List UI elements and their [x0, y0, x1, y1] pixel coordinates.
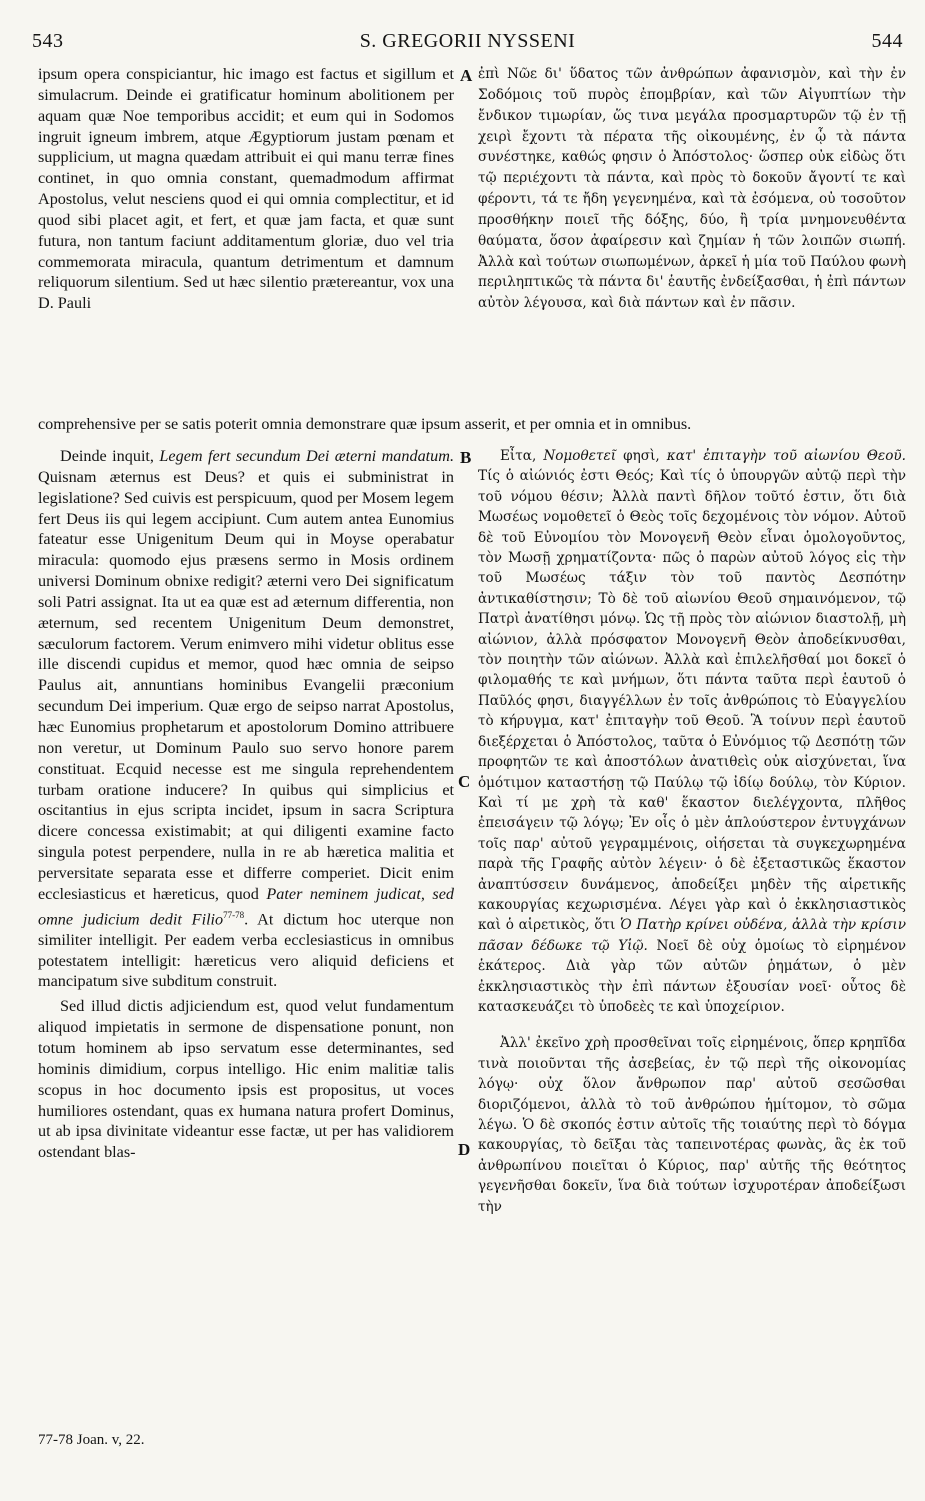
latin-p2-quote-2: Pater neminem judicat, sed omne judicium dedit Filio [38, 884, 455, 928]
latin-paragraph-1-continued: comprehensive per se satis poterit omnia demonstrare quæ ipsum asserit, et per omnia et in omnibus. [38, 415, 692, 434]
greek-p2-quote-1: Νομοθετεῖ [543, 448, 617, 464]
greek-p2-text-a: Εἶτα, [500, 448, 544, 464]
footnote-ref: 77-78 [223, 909, 245, 920]
latin-p2-text-a: Deinde inquit, [60, 447, 160, 465]
greek-p2-text-e: Τίς ὁ αἰώνιός ἐστι Θεός; Καὶ τίς ὁ ὑπουργῶν αὐτῷ περὶ τὴν τοῦ νόμου θέσιν; Ἀλλὰ παντὶ δῆλον τοῦτό ἐστιν, ὅτι διὰ Μωσέως νομοθετεῖ ὁ Θεὸς τοῖς δεχομένοις τὸν νόμον. Αὐτοῦ δὲ τοῦ Εὐνομίου τὸν Μονογενῆ Θεὸν εἶναι ὁμολογοῦντος, τὸν Μωσῇ χρηματίζοντα· πῶς ὁ παρὼν αὐτοῦ λόγος εἰς τὴν τοῦ Μωσέως τάξιν τὸν τοῦ παντὸς Δεσπότην ἀντικαθίστησιν; Τὸ δὲ τοῦ αἰωνίου Θεοῦ σημαινόμενον, τῷ Πατρὶ ἀνατίθησι μόνῳ. Ὡς τῇ πρὸς τὸν αἰώνιον διαστολῇ, μὴ αἰώνιον, ἀλλὰ πρόσφατον Μονογενῆ Θεὸν ἀποδείκνυσθαι, τὸν ποιητὴν τῶν αἰώνων. Ἀλλὰ καὶ ἐπιλελῆσθαί μοι δοκεῖ ὁ φιλομαθής τε καὶ μνήμων, ὅτι πάντα ταῦτα περὶ ἑαυτοῦ ὁ Παῦλός φησι, διαγγέλλων ἐν τοῖς ἀνθρώποις τὸ Εὐαγγελίου τὸ κήρυγμα, κατ' ἐπιταγὴν τοῦ Θεοῦ. Ἃ τοίνυν περὶ ἑαυτοῦ διεξέρχεται ὁ Ἀπόστολος, ταῦτα ὁ Εὐνόμιος τῷ Δεσπότῃ τῶν προφητῶν τε καὶ ἀποστόλων ἀνατιθεὶς οὐκ αἰσχύνεται, ἵνα ὁμότιμον καταστήσῃ τῷ Παύλῳ τῷ ἰδίῳ δούλῳ, τὸν Κύριον. Καὶ τί με χρὴ τὰ καθ' ἕκαστον διελέγχοντα, πλῆθος ἐπεισάγειν τῷ λόγῳ; Ἐν οἷς ὁ μὲν ἁπλούστερον ἐντυγχάνων τοῖς παρ' αὐτοῦ γεγραμμένοις, οἰήσεται τὰ συγκεχωρημένα παρὰ τῆς Γραφῆς αὐτὸν λέγειν· ὁ δὲ ἐξεταστικῶς ἕκαστον ἀναπτύσσειν δυνάμενος, ἀποδείξει μηδὲν τῆς αἱρετικῆς κακουργίας κεχωρισμένα. Λέγει γὰρ καὶ ὁ ἐκκλησιαστικὸς καὶ ὁ αἱρετικὸς, ὅτι [478, 468, 906, 934]
footnote: 77-78 Joan. v, 22. [38, 1432, 145, 1448]
margin-mark-a: A [460, 66, 473, 85]
latin-column-bottom [38, 446, 454, 1163]
latin-paragraph-2 [38, 446, 454, 992]
latin-p2-quote-1: Legem fert secundum Dei æterni mandatum. [159, 447, 454, 465]
greek-paragraph-3: Ἀλλ' ἐκεῖνο χρὴ προσθεῖναι τοῖς εἰρημένοις, ὅπερ κρηπῖδα τινὰ ποιοῦνται τῆς ἀσεβείας, ἐν τῷ περὶ τῆς οἰκονομίας λόγῳ· οὐχ ὅλον ἄνθρωπον παρ' αὐτοῦ σεσῶσθαι διοριζόμενοι, ἀλλὰ τὸ τοῦ ἀνθρώπου ἡμίτομον, τὸ σῶμα λέγω. Ὁ δὲ σκοπός ἐστιν αὐτοῖς τῆς τοιαύτης περὶ τὸ δόγμα κακουργίας, τὸ δεῖξαι τὰς ταπεινοτέρας φωνὰς, ἃς ἐκ τοῦ ἀνθρωπίνου ποιεῖται ὁ Κύριος, παρ' αὐτῆς τῆς θεότητος γεγενῆσθαι δοκεῖν, ἵνα διὰ τούτων ἰσχυροτέραν ἀποδείξωσι τὴν [478, 1035, 906, 1215]
latin-paragraph-1: ipsum opera conspiciantur, hic imago est factus et sigillum et simulacrum. Deinde ei gratificatur hominum abolitionem per aquam quæ Noe temporibus accidit; et eum qui in Sodomos ingruit igneum imbrem, atque Ægyptiorum justam pœnam et supplicium, ut magna quædam attribuit ei qui manu terræ fines continet, in quo omnia constant, quemadmodum affirmat Apostolus, velut nesciens quod ei qui omnia complectitur, et id quod sibi placet agit, et fert, et quæ jam facta, et quæ sunt futura, non tantum faciunt additamentum gloriæ, duo vel tria commemorata miracula, quantum detrimentum et damnum reliquorum silentium. Sed ut hæc silentio prætereantur, vox una D. Pauli [38, 65, 454, 313]
latin-p2-text-f: . At dictum hoc uterque non similiter intelligit. Per eadem verba ecclesiasticus in omnibus potestatem intelligit: hæreticus vero aliquid deficiens et mancipatum sive subditum construit. [38, 909, 454, 991]
margin-mark-d: D [458, 1140, 471, 1159]
greek-column-bottom [478, 446, 906, 1217]
page-number-left: 543 [32, 30, 64, 52]
greek-p2-quote-2: κατ' ἐπιταγὴν τοῦ αἰωνίου Θεοῦ. [666, 448, 906, 464]
margin-mark-c: C [458, 772, 471, 791]
greek-column-top [478, 64, 906, 314]
greek-p2-text-c: φησὶ, [616, 448, 667, 464]
latin-continuation [38, 398, 906, 451]
page-number-right: 544 [871, 30, 903, 52]
latin-column-top [38, 64, 454, 314]
greek-paragraph-1: ἐπὶ Νῶε δι' ὕδατος τῶν ἀνθρώπων ἀφανισμὸν, καὶ τὴν ἐν Σοδόμοις τοῦ πυρὸς ἐπομβρίαν, καὶ τῶν Αἰγυπτίων τὴν ἔνδικον τιμωρίαν, ὥς τινα μεγάλα προσμαρτυρῶν τῷ ἐν τῇ χειρὶ ἔχοντι τὰ πέρατα τῆς οἰκουμένης, ἐν ᾧ τὰ πάντα συνέστηκε, καθώς φησιν ὁ Ἀπόστολος· ὥσπερ οὐκ εἰδὼς ὅτι τῷ περιέχοντι τὰ πάντα, καὶ πρὸς τὸ δοκοῦν ἄγοντί τε καὶ φέροντι, τά τε ἤδη γεγενημένα, καὶ τὰ ἐσόμενα, οὐ τοσοῦτον προσθήκην ποιεῖ τῆς δόξης, δύο, ἢ τρία μνημονευθέντα θαύματα, ὅσον ἀφαίρεσιν καὶ ζημίαν ἡ τῶν λοιπῶν σιωπή. Ἀλλὰ καὶ τούτων σιωπωμένων, ἀρκεῖ ἡ μία τοῦ Παύλου φωνὴ περιληπτικῶς τὰ πάντα δι' ἑαυτῆς ἐνδείξασθαι, ἡ ἐπὶ πάντων αὐτὸν λέγουσα, καὶ διὰ πάντων καὶ ἐν πᾶσιν. [478, 66, 906, 312]
greek-p2-quote-3: Ὁ Πατὴρ κρίνει οὐδένα, ἀλλὰ τὴν κρίσιν πᾶσαν δέδωκε τῷ Υἱῷ. [478, 917, 906, 954]
latin-p2-text-c: Quisnam æternus est Deus? et quis ei subministrat in legislatione? Sed cuivis est perspicuum, quod per Mosem legem fert Deus iis qui legem accipiunt. Cum autem antea Eunomius fateatur esse Unigenitum Deum qui in Moyse operabatur miracula: quomodo ejus præsens sermo in Mosis ordinem universi Dominum obnixe redigit? æterni vero Dei significatum soli Patri assignat. Ita ut ea quæ est ad æternum differentia, non æternum, sed recentem Unigenitum Deum demonstret, sæculorum factorem. Verum enimvero mihi videtur oblitus esse ille discendi cupidus et memor, quod hæc omnia de seipso Paulus ait, annuntians hominibus Evangelii præconium secundum Dei imperium. Quæ ergo de seipso narrat Apostolus, hæc Eunomius prophetarum et apostolorum Domino attribuere non veretur, ut Dominum Paulo suo servo honore parem constituat. Ecquid necesse est me singula reprehendentem turbam oratione inducere? In quibus qui simplicius et oscitantius in ejus scripta incidet, ipsum in sacra Scriptura dicere concessa existimabit; at qui diligenti examine facto singula potest perpendere, nulla in re ab hæretica malitia et perversitate separata esse et differre comperiet. Dicit enim ecclesiasticus et hæreticus, quod [38, 467, 454, 903]
page-header [32, 30, 903, 58]
running-title: S. GREGORII NYSSENI [359, 30, 576, 52]
greek-paragraph-2 [478, 446, 906, 1017]
greek-p2-text-g: Νοεῖ δὲ οὐχ ὁμοίως τὸ εἰρημένον ἑκάτερος. Διὰ γὰρ τῶν αὐτῶν ῥημάτων, ὁ μὲν ἐκκλησιαστικὸς τὴν ἐπὶ πάντων ἐξουσίαν νοεῖ· οὗτος δὲ κατασκευάζει τὸ ὑποδεὲς τε καὶ ὑποχείριον. [478, 937, 906, 1015]
margin-mark-b: B [460, 448, 472, 467]
latin-paragraph-3: Sed illud dictis adjiciendum est, quod velut fundamentum aliquod impietatis in sermone de dispensatione ponunt, non totum hominem ab ipso servatum esse determinantes, sed hominis dimidium, corpus intelligo. Hic enim malitiæ talis scopus in hoc documento ipsis est propositus, ut voces humiliores ostendant, quas ex humana natura profert Dominus, ut ab ipsa divinitate videantur esse factæ, ut per has validiorem ostendant blas- [38, 997, 454, 1162]
